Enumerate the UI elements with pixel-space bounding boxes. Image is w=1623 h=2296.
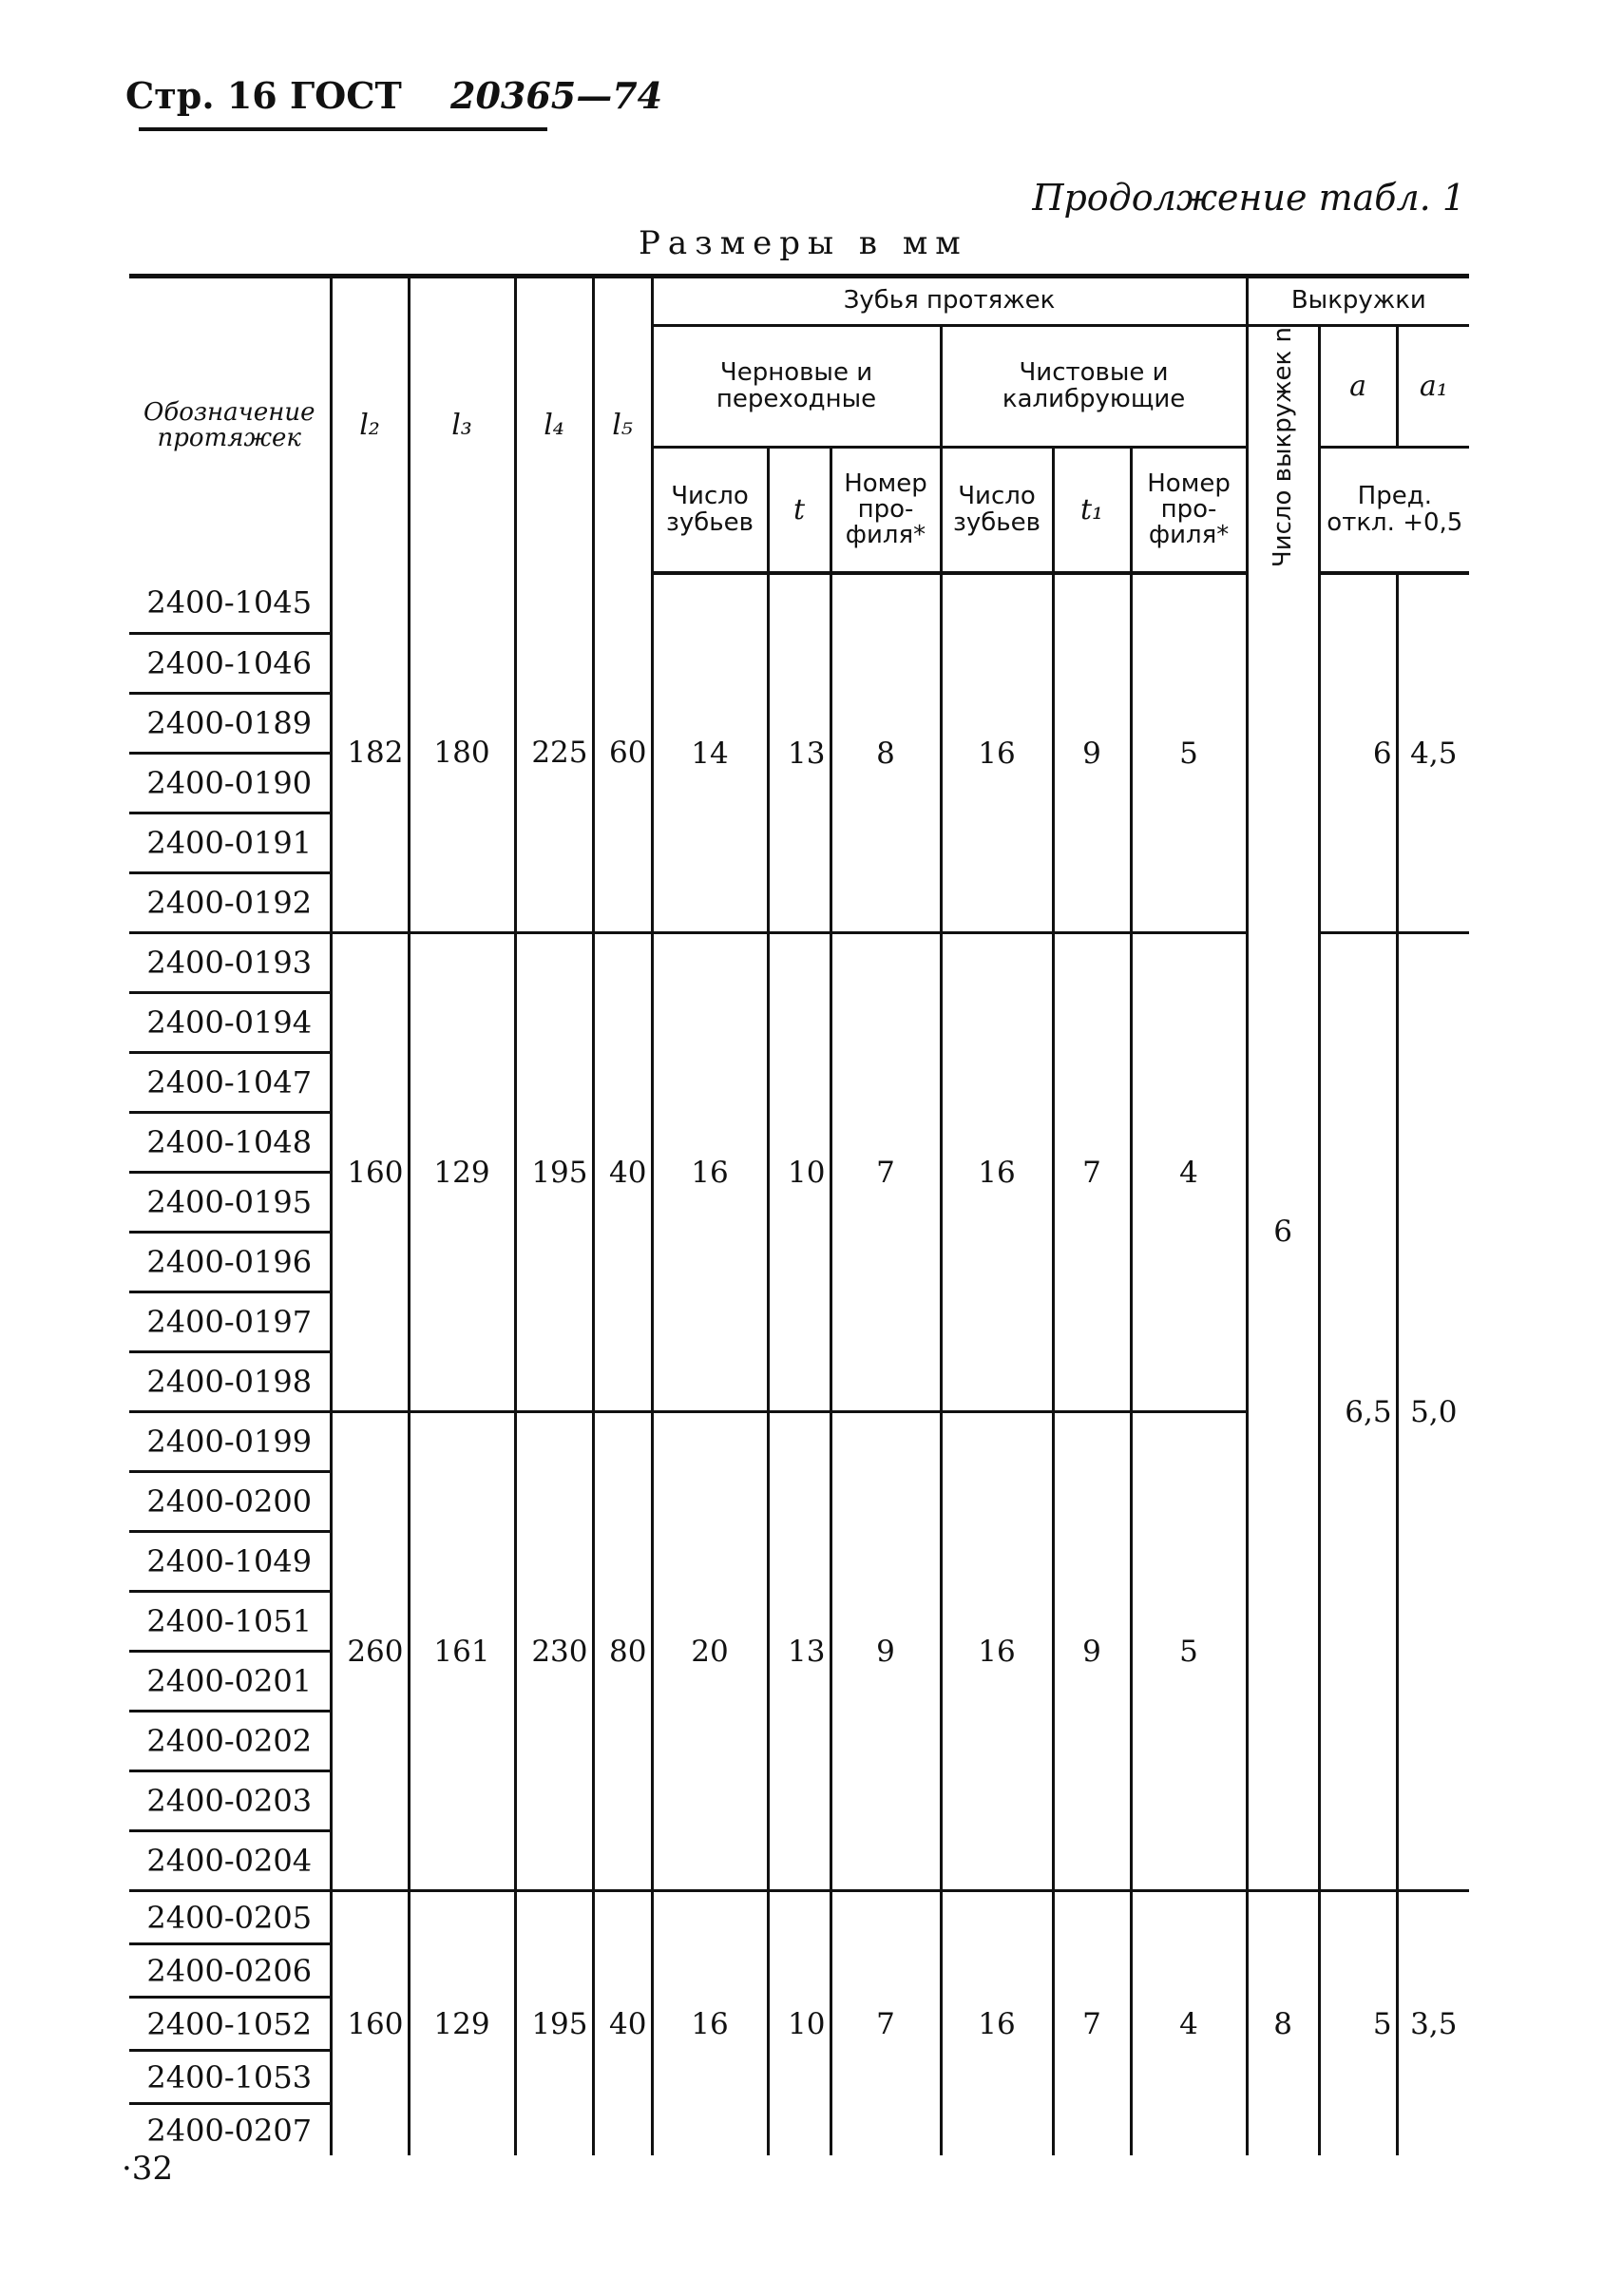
designation-cell: 2400-1052 bbox=[129, 1998, 331, 2051]
rough-count-cell: 16 bbox=[652, 1891, 768, 2156]
t1-cell: 7 bbox=[1053, 933, 1131, 1412]
profile-cell: 7 bbox=[831, 933, 941, 1412]
rough-count-cell: 20 bbox=[652, 1412, 768, 1891]
designation-cell: 2400-0197 bbox=[129, 1292, 331, 1352]
a-cell: 6 bbox=[1319, 573, 1397, 933]
l4-cell: 225 bbox=[515, 573, 593, 933]
header-l5: l₅ bbox=[593, 277, 652, 574]
designation-cell: 2400-1047 bbox=[129, 1053, 331, 1113]
header-rough: Черновые и переходные bbox=[652, 326, 941, 448]
page-label: Стр. 16 bbox=[125, 74, 277, 117]
designation-cell: 2400-0207 bbox=[146, 2112, 313, 2149]
designation-cell: 2400-1048 bbox=[129, 1113, 331, 1173]
l4-cell: 195 bbox=[515, 933, 593, 1412]
a-cell: 6,5 bbox=[1319, 933, 1397, 1891]
header-tolerance: Пред. откл. +0,5 bbox=[1319, 448, 1469, 574]
header-profile2: Номер про-филя* bbox=[1131, 448, 1247, 574]
profile2-cell: 4 bbox=[1131, 933, 1247, 1412]
header-t: t bbox=[768, 448, 831, 574]
header-a: a bbox=[1319, 326, 1397, 448]
l5-cell: 40 bbox=[593, 1891, 652, 2156]
l5-cell: 80 bbox=[593, 1412, 652, 1891]
profile2-cell: 4 bbox=[1131, 1891, 1247, 2156]
grooves-count-cell: 6 bbox=[1247, 573, 1319, 1891]
designation-cell: 2400-0200 bbox=[129, 1472, 331, 1532]
header-finish: Чистовые и калибрующие bbox=[941, 326, 1247, 448]
a-cell: 5 bbox=[1319, 1891, 1397, 2156]
standard-label: ГОСТ bbox=[289, 74, 402, 117]
profile2-cell: 5 bbox=[1131, 573, 1247, 933]
profile2-cell: 5 bbox=[1131, 1412, 1247, 1891]
finish-count-cell: 16 bbox=[941, 1891, 1053, 2156]
l3-cell: 180 bbox=[409, 573, 515, 933]
header-profile: Номер про-филя* bbox=[831, 448, 941, 574]
header-t1: t₁ bbox=[1053, 448, 1131, 574]
header-l2: l₂ bbox=[331, 277, 409, 574]
designation-cell: 2400-0190 bbox=[129, 754, 331, 813]
finish-count-cell: 16 bbox=[941, 1412, 1053, 1891]
t-cell: 10 bbox=[768, 1891, 831, 2156]
l2-cell: 160 bbox=[331, 933, 409, 1412]
header-grooves-count: Число выкружек n bbox=[1247, 326, 1319, 574]
l4-cell: 195 bbox=[515, 1891, 593, 2156]
a1-cell: 3,5 bbox=[1397, 1891, 1469, 2156]
designation-cell: 2400-0193 bbox=[129, 933, 331, 993]
broach-table bbox=[129, 274, 1469, 2155]
rough-count-cell: 16 bbox=[652, 933, 768, 1412]
l5-cell: 60 bbox=[593, 573, 652, 933]
l2-cell: 260 bbox=[331, 1412, 409, 1891]
header-rule bbox=[139, 127, 547, 131]
designation-cell: 2400-0206 bbox=[129, 1944, 331, 1998]
l2-cell: 182 bbox=[331, 573, 409, 933]
profile-cell: 9 bbox=[831, 1412, 941, 1891]
designation-cell: 2400-1049 bbox=[129, 1532, 331, 1592]
designation-cell: 2400-0195 bbox=[129, 1173, 331, 1233]
header-rough-teeth-count: Число зубьев bbox=[652, 448, 768, 574]
finish-count-cell: 16 bbox=[941, 573, 1053, 933]
designation-cell: 2400-1053 bbox=[129, 2051, 331, 2104]
designation-cell: 2400-0196 bbox=[129, 1233, 331, 1292]
header-designation: Обозначение протяжек bbox=[129, 277, 331, 574]
units-note: Размеры в мм bbox=[639, 224, 968, 262]
profile-cell: 8 bbox=[831, 573, 941, 933]
designation-cell: 2400-0201 bbox=[129, 1652, 331, 1712]
t-cell: 10 bbox=[768, 933, 831, 1412]
a1-cell: 4,5 bbox=[1397, 573, 1469, 933]
l2-cell: 160 bbox=[331, 1891, 409, 2156]
t1-cell: 9 bbox=[1053, 1412, 1131, 1891]
designation-cell: 2400-0194 bbox=[129, 993, 331, 1053]
finish-count-cell: 16 bbox=[941, 933, 1053, 1412]
designation-cell: 2400-0202 bbox=[129, 1712, 331, 1771]
page-number: ·32 bbox=[122, 2150, 174, 2188]
l5-cell: 40 bbox=[593, 933, 652, 1412]
designation-cell: 2400-0192 bbox=[129, 873, 331, 933]
a1-cell: 5,0 bbox=[1397, 933, 1469, 1891]
header-finish-teeth-count: Число зубьев bbox=[941, 448, 1053, 574]
rough-count-cell: 14 bbox=[652, 573, 768, 933]
t-cell: 13 bbox=[768, 573, 831, 933]
l3-cell: 129 bbox=[409, 933, 515, 1412]
designation-cell: 2400-0204 bbox=[129, 1831, 331, 1891]
l3-cell: 161 bbox=[409, 1412, 515, 1891]
l4-cell: 230 bbox=[515, 1412, 593, 1891]
designation-cell: 2400-1045 bbox=[129, 573, 331, 634]
page-header bbox=[125, 74, 662, 117]
header-grooves: Выкружки bbox=[1247, 277, 1469, 326]
header-l4: l₄ bbox=[515, 277, 593, 574]
t1-cell: 9 bbox=[1053, 573, 1131, 933]
designation-cell: 2400-1046 bbox=[129, 634, 331, 694]
designation-cell: 2400-0203 bbox=[129, 1771, 331, 1831]
continuation-note: Продолжение табл. 1 bbox=[1032, 177, 1465, 219]
t1-cell: 7 bbox=[1053, 1891, 1131, 2156]
designation-cell: 2400-1051 bbox=[129, 1592, 331, 1652]
designation-cell: 2400-0189 bbox=[129, 694, 331, 754]
designation-cell: 2400-0205 bbox=[129, 1891, 331, 1944]
t-cell: 13 bbox=[768, 1412, 831, 1891]
header-teeth: Зубья протяжек bbox=[652, 277, 1247, 326]
grooves-count-cell: 8 bbox=[1247, 1891, 1319, 2156]
header-l3: l₃ bbox=[409, 277, 515, 574]
designation-cell: 2400-0191 bbox=[129, 813, 331, 873]
profile-cell: 7 bbox=[831, 1891, 941, 2156]
designation-cell: 2400-0198 bbox=[129, 1352, 331, 1412]
header-a1: a₁ bbox=[1397, 326, 1469, 448]
l3-cell: 129 bbox=[409, 1891, 515, 2156]
standard-number: 20365—74 bbox=[450, 74, 663, 117]
designation-cell: 2400-0199 bbox=[129, 1412, 331, 1472]
